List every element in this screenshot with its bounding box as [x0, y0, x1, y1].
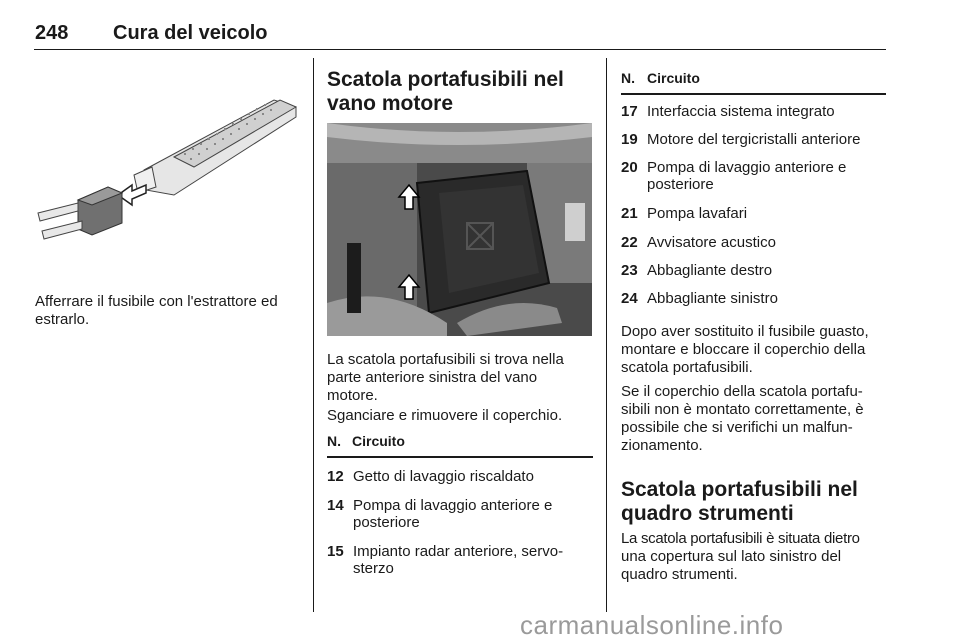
after-replace-para-line1: Dopo aver sostituito il fusibile guasto, — [621, 323, 869, 340]
engine-fusebox-photo — [327, 123, 592, 336]
cover-warning-para-line4: zionamento. — [621, 437, 703, 454]
fuse-number: 14 — [327, 497, 344, 514]
circuit-name-cont: sterzo — [353, 560, 394, 577]
dash-fusebox-para-line2: una copertura sul lato sinistro del — [621, 548, 842, 565]
engine-fusebox-para1-line2: parte anteriore sinistra del vano — [327, 369, 538, 386]
dash-fusebox-para-line1: La scatola portafusibili è situata dietro — [621, 530, 860, 547]
engine-fusebox-para1-line3: motore. — [327, 387, 378, 404]
table1-header-n: N. — [327, 433, 341, 449]
circuit-name: Abbagliante sinistro — [647, 290, 778, 307]
table2-header-circuit: Circuito — [647, 70, 700, 86]
circuit-name: Getto di lavaggio riscaldato — [353, 468, 534, 485]
circuit-name: Motore del tergicristalli anteriore — [647, 131, 861, 148]
fuse-number: 22 — [621, 234, 638, 251]
section-heading-engine-fusebox-line1: Scatola portafusibili nel — [327, 68, 564, 91]
column-divider-2 — [606, 58, 607, 612]
table2-header-n: N. — [621, 70, 635, 86]
fuse-puller-illustration — [34, 95, 300, 255]
circuit-name: Pompa di lavaggio anteriore e — [353, 497, 553, 514]
column-divider-1 — [313, 58, 314, 612]
section-heading-dash-fusebox-line2: quadro strumenti — [621, 502, 794, 525]
after-replace-para-line3: scatola portafusibili. — [621, 359, 753, 376]
table1-row — [327, 497, 593, 531]
fuse-number: 15 — [327, 543, 344, 560]
cover-warning-para-line3: possibile che si verifichi un malfun- — [621, 419, 853, 436]
after-replace-para-line2: montare e bloccare il coperchio della — [621, 341, 866, 358]
illustration-caption: Afferrare il fusibile con l'estrattore ed estrarlo. — [35, 293, 278, 328]
fuse-number: 23 — [621, 262, 638, 279]
table1-header-circuit: Circuito — [352, 433, 405, 449]
circuit-name: Pompa lavafari — [647, 205, 748, 222]
fuse-number: 12 — [327, 468, 344, 485]
table2-row — [621, 131, 886, 148]
fuse-number: 20 — [621, 159, 638, 176]
circuit-name: Pompa di lavaggio anteriore e — [647, 159, 847, 176]
engine-fusebox-para1-line1: La scatola portafusibili si trova nella — [327, 351, 564, 368]
table2-row — [621, 205, 886, 222]
fuse-number: 24 — [621, 290, 638, 307]
table1-row — [327, 543, 593, 577]
table2-row — [621, 262, 886, 279]
table2-row — [621, 290, 886, 307]
circuit-name: Interfaccia sistema integrato — [647, 103, 835, 120]
section-heading-dash-fusebox-line1: Scatola portafusibili nel — [621, 478, 858, 501]
cover-warning-para-line2: sibili non è montato correttamente, è — [621, 401, 864, 418]
fuse-number: 19 — [621, 131, 638, 148]
engine-fusebox-para2: Sganciare e rimuovere il coperchio. — [327, 407, 563, 424]
fuse-number: 21 — [621, 205, 638, 222]
table1-row — [327, 468, 593, 485]
table2-header-rule — [621, 93, 886, 95]
table2-row — [621, 234, 886, 251]
page-number: 248 — [35, 22, 69, 44]
circuit-name: Avvisatore acustico — [647, 234, 776, 251]
table2-row — [621, 159, 886, 193]
dash-fusebox-para-line3: quadro strumenti. — [621, 566, 738, 583]
circuit-name-cont: posteriore — [353, 514, 420, 531]
circuit-name: Abbagliante destro — [647, 262, 773, 279]
chapter-title: Cura del veicolo — [113, 22, 268, 44]
circuit-name: Impianto radar anteriore, servo- — [353, 543, 564, 560]
section-heading-engine-fusebox-line2: vano motore — [327, 92, 454, 115]
watermark: carmanualsonline.info — [520, 610, 784, 640]
fuse-number: 17 — [621, 103, 638, 120]
circuit-name-cont: posteriore — [647, 176, 714, 193]
table1-header-rule — [327, 456, 593, 458]
header-rule — [34, 49, 886, 50]
cover-warning-para-line1: Se il coperchio della scatola portafu- — [621, 383, 863, 400]
table2-row — [621, 103, 886, 120]
